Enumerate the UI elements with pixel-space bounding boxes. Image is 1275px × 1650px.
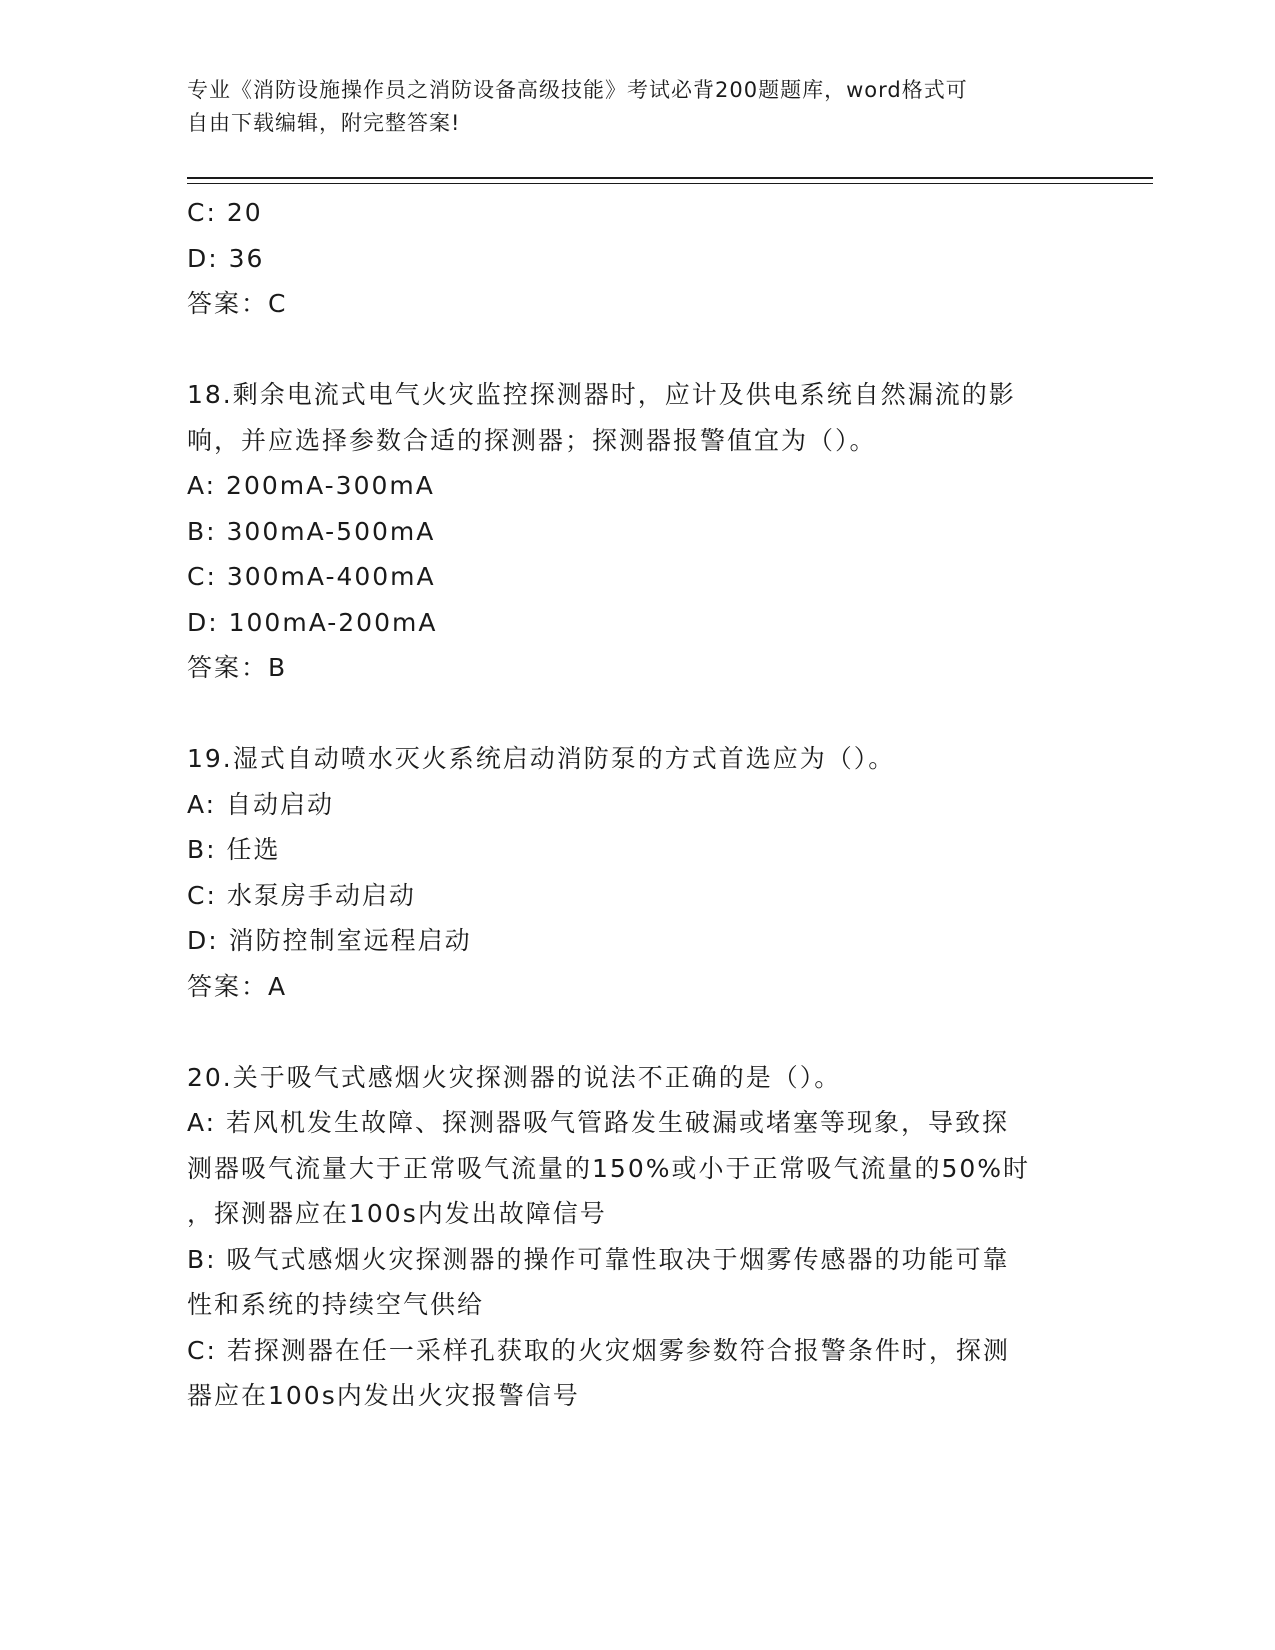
option-a: A: 自动启动 (187, 789, 335, 819)
spacer (187, 327, 1077, 373)
spacer (187, 1009, 1077, 1055)
question-stem-line: 20.关于吸气式感烟火灾探测器的说法不正确的是（）。 (187, 1062, 842, 1092)
option-a-line: ，探测器应在100s内发出故障信号 (187, 1199, 607, 1228)
question-list (187, 190, 1077, 1419)
option-c: C: 300mA-400mA (187, 562, 436, 591)
answer-label: 答案：C (187, 289, 288, 318)
option-b-line: 性和系统的持续空气供给 (187, 1290, 485, 1319)
option-c-line: 器应在100s内发出火灾报警信号 (187, 1381, 580, 1410)
question-stem-line: 19.湿式自动喷水灭火系统启动消防泵的方式首选应为（）。 (187, 744, 896, 773)
option-c-line: C: 若探测器在任一采样孔获取的火灾烟雾参数符合报警条件时，探测 (187, 1335, 1010, 1365)
option-a-line: A: 若风机发生故障、探测器吸气管路发生破漏或堵塞等现象，导致探 (187, 1108, 1010, 1137)
header-divider-thin (187, 183, 1153, 184)
option-d: D: 100mA-200mA (187, 607, 438, 637)
option-a: A: 200mA-300mA (187, 471, 435, 500)
option-c: C: 水泵房手动启动 (187, 880, 416, 910)
question-17-continued (187, 190, 1077, 327)
question-stem-line: 响，并应选择参数合适的探测器；探测器报警值宜为（）。 (187, 425, 877, 455)
header-title-line-2: 自由下载编辑，附完整答案! (187, 111, 461, 135)
document-header (187, 74, 1067, 140)
answer-label: 答案：B (187, 653, 288, 682)
option-d: D: 消防控制室远程启动 (187, 926, 472, 955)
question-18 (187, 372, 1077, 691)
answer-label: 答案：A (187, 971, 288, 1001)
question-20 (187, 1055, 1077, 1419)
header-divider-thick (187, 177, 1153, 179)
option-a-line: 测器吸气流量大于正常吸气流量的150%或小于正常吸气流量的50%时 (187, 1153, 1031, 1183)
option-b: B: 300mA-500mA (187, 516, 436, 546)
option-d: D: 36 (187, 243, 265, 273)
option-b: B: 任选 (187, 835, 281, 864)
option-b-line: B: 吸气式感烟火灾探测器的操作可靠性取决于烟雾传感器的功能可靠 (187, 1244, 1010, 1274)
spacer (187, 691, 1077, 737)
question-stem-line: 18.剩余电流式电气火灾监控探测器时，应计及供电系统自然漏流的影 (187, 380, 1016, 409)
question-19 (187, 736, 1077, 1009)
option-c: C: 20 (187, 198, 263, 227)
header-title-line-1: 专业《消防设施操作员之消防设备高级技能》考试必背200题题库，word格式可 (187, 78, 968, 102)
